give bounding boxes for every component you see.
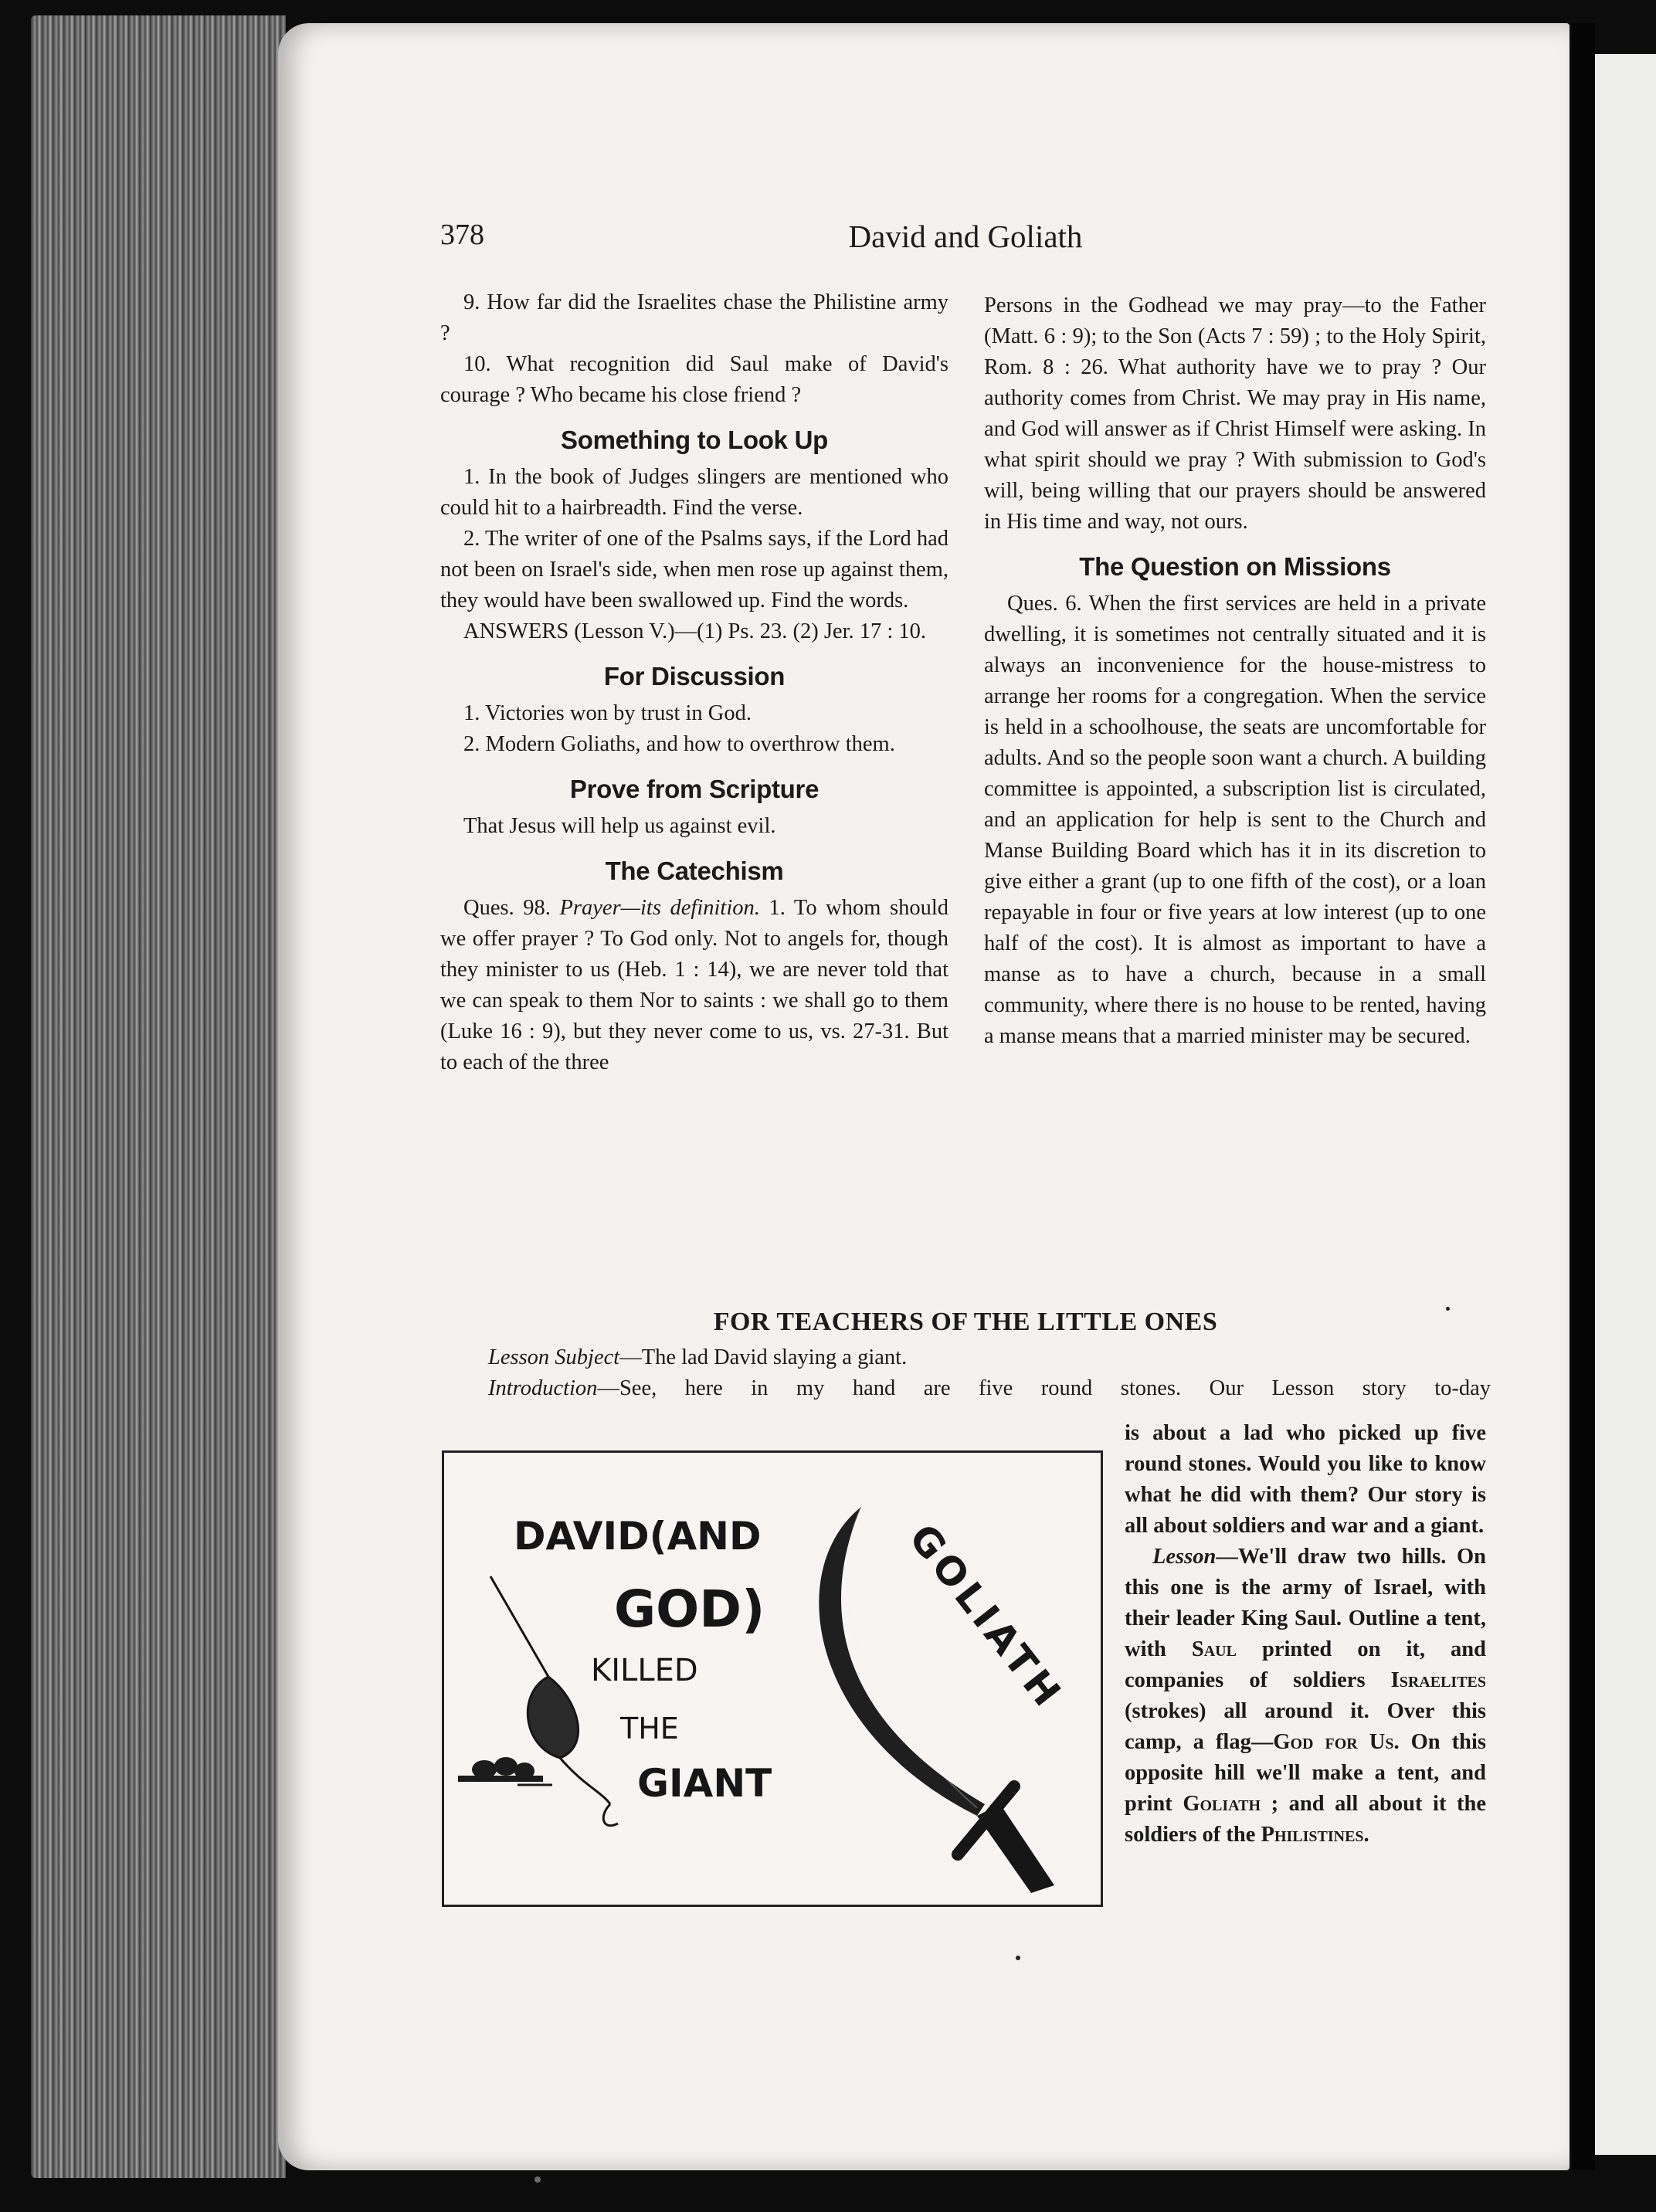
scan-speck <box>534 2176 541 2183</box>
running-head <box>440 218 1491 264</box>
sling-icon <box>490 1576 618 1826</box>
question-9: 9. How far did the Israelites chase the Philistine army ? <box>440 290 948 345</box>
gutter-shadow <box>1572 23 1595 2170</box>
facing-page-edge <box>1595 54 1656 2155</box>
lesson-god-for-us: God for Us. <box>1273 1730 1400 1754</box>
lesson-text-4: On this opposite hill we'll make a tent, and print <box>1125 1730 1487 1816</box>
illus-line-god: GOD) <box>614 1579 765 1639</box>
lesson-text-3: (strokes) all around it. Over this camp, a flag— <box>1125 1699 1486 1754</box>
lesson-goliath: Goliath <box>1183 1792 1261 1816</box>
scan-speck <box>1016 1956 1020 1960</box>
catechism-text <box>440 893 948 1078</box>
stones-icon <box>458 1757 552 1785</box>
book-page-edges <box>31 15 286 2178</box>
catechism-continued: Persons in the Godhead we may pray—to the Father (Matt. 6 : 9); to the Son (Acts 7 : 59) ; to the Holy Spirit, Rom. 8 : 26. What authority have we to pray ? Our authority comes from Christ. We may pray in His name, and God will answer as if Christ Himself were asking. In what spirit should we pray ? With submission to God's will, being willing that our prayers should be answered in His time and way, not ours. <box>984 293 1486 534</box>
prove-text: That Jesus will help us against evil. <box>463 814 776 838</box>
missions-heading: The Question on Missions <box>1079 552 1391 581</box>
lesson-text-1: —We'll draw two hills. On this one is the army of Israel, with their leader King Saul. Outline a tent, with <box>1125 1545 1486 1661</box>
right-column <box>984 290 1486 1052</box>
discussion-heading: For Discussion <box>603 662 786 690</box>
lesson-subject <box>440 1342 1491 1373</box>
missions-text: Ques. 6. When the first services are held in a private dwelling, it is sometimes not centrally situated and it is always an inconvenience for the house-mistress to arrange her rooms for a congregation. When the service is held in a schoolhouse, the seats are uncomfortable for adults. And so the people soon want a church. A building committee is appointed, a subscription list is circulated, and an application for help is sent to the Church and Manse Building Board which has it in its discretion to give either a grant (up to one fifth of the cost), or a loan repayable in four or five years at low interest (up to one half of the cost). It is almost as important to have a manse as to have a church, because in a small community, where there is no house to be rented, having a manse means that a married minister may be secured. <box>984 592 1486 1048</box>
answers: ANSWERS (Lesson V.)—(1) Ps. 23. (2) Jer. 17 : 10. <box>463 619 927 643</box>
scan-speck <box>1446 1307 1450 1311</box>
lesson-paragraph <box>1125 1542 1486 1851</box>
catechism-topic: Prayer—its definition. <box>559 896 760 920</box>
catechism-ques-label: Ques. 98. <box>463 896 551 920</box>
question-10: 10. What recognition did Saul make of David's courage ? Who became his close friend ? <box>440 352 948 407</box>
catechism-heading: The Catechism <box>605 857 784 885</box>
lesson-philistines: Philistines. <box>1261 1823 1369 1847</box>
lesson-saul: Saul <box>1191 1637 1237 1661</box>
illus-line-killed: KILLED <box>591 1653 698 1688</box>
look-up-heading: Something to Look Up <box>561 426 828 454</box>
prove-heading: Prove from Scripture <box>569 775 820 803</box>
illus-line-david: DAVID(AND <box>514 1514 762 1559</box>
catechism-body: 1. To whom should we offer prayer ? To God only. Not to angels for, though they minister to us (Heb. 1 : 14), we are never told that we can speak to them Nor to saints : we shall go to them (Luke 16 : 9), but they never come to us, vs. 27-31. But to each of the three <box>440 896 949 1074</box>
page-number: 378 <box>440 219 484 251</box>
blackboard-illustration <box>442 1450 1103 1907</box>
left-column <box>440 287 948 1078</box>
lesson-israelites: Israelites <box>1390 1668 1486 1692</box>
illus-line-giant: GIANT <box>637 1761 772 1806</box>
introduction-label: Introduction <box>488 1376 598 1400</box>
teachers-heading: FOR TEACHERS OF THE LITTLE ONES <box>713 1308 1218 1336</box>
lesson-label: Lesson <box>1152 1545 1217 1569</box>
illus-sword-label: GOLIATH <box>900 1515 1072 1718</box>
lesson-text-2: printed on it, and companies of soldiers <box>1125 1637 1486 1692</box>
illus-line-the: THE <box>620 1712 679 1746</box>
lesson-subject-label: Lesson Subject <box>488 1345 620 1369</box>
lesson-text-5: ; and all about it the soldiers of the <box>1125 1792 1487 1847</box>
look-up-item-1: 1. In the book of Judges slingers are mentioned who could hit to a hairbreadth. Find the verse. <box>440 465 948 520</box>
discussion-item-1: 1. Victories won by trust in God. <box>463 701 752 725</box>
lesson-subject-text: —The lad David slaying a giant. <box>619 1345 908 1369</box>
teachers-side-text <box>1125 1418 1486 1851</box>
look-up-item-2: 2. The writer of one of the Psalms says, if the Lord had not been on Israel's side, when men rose up against them, they would have been swallowed up. Find the words. <box>440 527 948 612</box>
page-title: David and Goliath <box>848 219 1083 254</box>
introduction-text: —See, here in my hand are five round stones. Our Lesson story to-day <box>597 1376 1491 1400</box>
introduction-continued: is about a lad who picked up five round stones. Would you like to know what he did with them? Our story is all about soldiers and war and a giant. <box>1125 1421 1486 1538</box>
discussion-item-2: 2. Modern Goliaths, and how to overthrow them. <box>463 732 895 756</box>
introduction <box>440 1373 1491 1404</box>
illustration-drawing <box>444 1453 1101 1905</box>
teachers-section <box>440 1307 1491 1404</box>
